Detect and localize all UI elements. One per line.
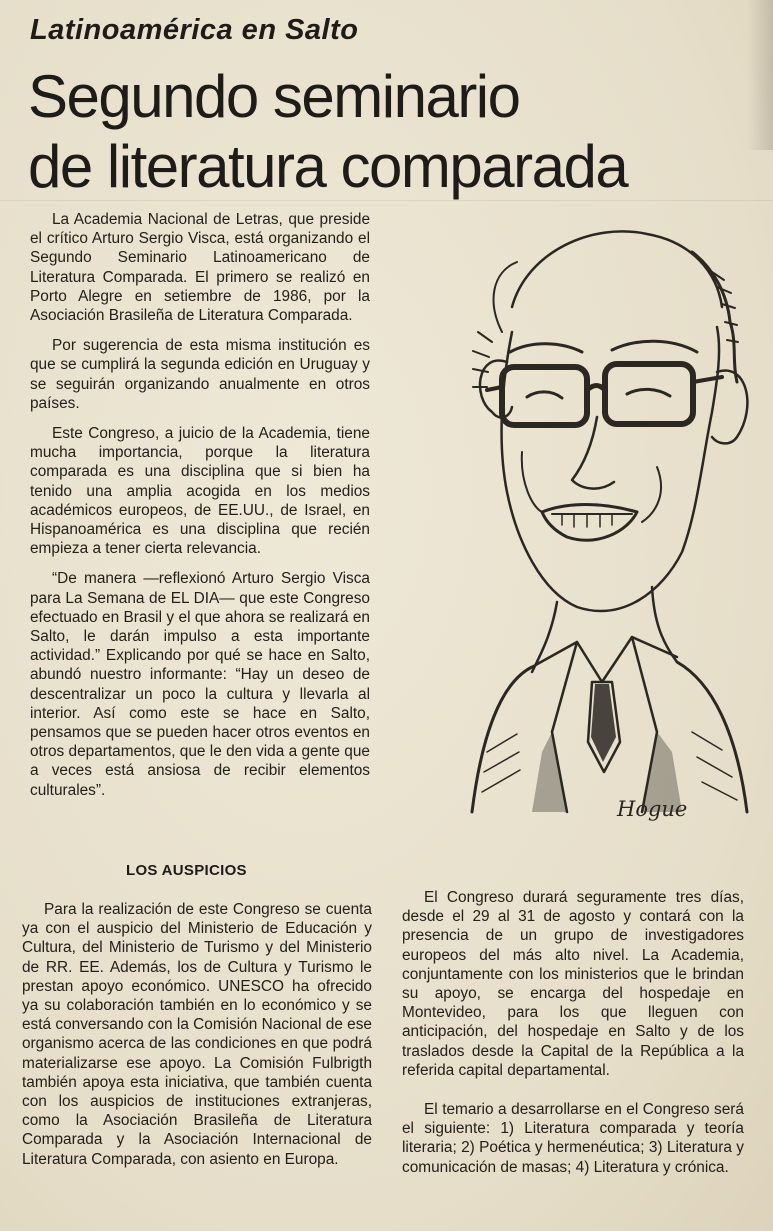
paragraph: “De manera —reflexionó Arturo Sergio Visca para La Semana de EL DIA— que este Congreso efectuado en Brasil y el que ahora se realizará en Salto, le darán impulso a esta importante actividad.” Explicando por qué se hace en Salto, abundó nuestro informante: “Hay un deseo de descentralizar un poco la cultura y llevarla al interior. Así como este se hace en Salto, pensamos que se pueden hacer otros eventos en otros departamentos, que le den vida a gente que a veces está ansiosa de recibir elementos culturales”. (30, 570, 370, 799)
paragraph: Por sugerencia de esta misma institución es que se cumplirá la segunda edición en Uruguay y se seguirán organizando anualmente en otros países. (30, 337, 370, 412)
illustrator-signature: Hogue (617, 797, 688, 821)
paragraph: La Academia Nacional de Letras, que preside el crítico Arturo Sergio Visca, está organizando el Segundo Seminario Latinoamericano de Literatura Comparada. El primero se realizó en Porto Alegre en setiembre de 1986, por la Asociación Brasileña de Literatura Comparada. (30, 211, 370, 325)
headline-line-1: Segundo seminario (28, 63, 520, 130)
headline-line-2: de literatura comparada (28, 133, 628, 200)
headline (28, 62, 768, 202)
section-subhead: LOS AUSPICIOS (126, 862, 247, 879)
paragraph: Este Congreso, a juicio de la Academia, tiene mucha importancia, porque la literatura comparada es una disciplina que si bien ha tenido una amplia acogida en los medios académicos europeos, de EE.UU., de Israel, en Hispanoamérica es una disciplina que recién empieza a tener cierta relevancia. (30, 425, 370, 558)
paragraph: Para la realización de este Congreso se cuenta ya con el auspicio del Ministerio de Educación y Cultura, del Ministerio de Turismo y del Ministerio de RR. EE. Además, los de Cultura y Turismo le prestan apoyo económico. UNESCO ha ofrecido ya su colaboración también en lo económico y se está conversando con la Comisión Nacional de ese organismo acerca de las condiciones en que podrá materializarse ese apoyo. La Comisión Fulbrigth también apoya esta iniciativa, que también cuenta con los auspicios de instituciones extranjeras, como la Asociación Brasileña de Literatura Comparada y la Asociación Internacional de Literatura Comparada, con asiento en Europa. (22, 901, 372, 1168)
left-column (30, 210, 370, 811)
paragraph: El Congreso durará seguramente tres días, desde el 29 al 31 de agosto y contará con la presencia de un grupo de investigadores europeos del más alto nivel. La Academia, conjuntamente con los ministerios que le brindan su apoyo, se encarga del hospedaje en Montevideo, para los que lleguen con anticipación, del hospedaje en Salto y de los traslados desde la Capital de la República a la referida capital departamental. (402, 889, 744, 1079)
section-kicker: Latinoamérica en Salto (30, 14, 359, 46)
paragraph: El temario a desarrollarse en el Congreso será el siguiente: 1) Literatura comparada y teoría literaria; 2) Poética y hermenéutica; 3) Literatura y comunicación de masas; 4) Literatura y crónica. (402, 1101, 744, 1176)
bottom-right-column (402, 888, 744, 1197)
caricature-portrait-illustration (392, 212, 762, 842)
bottom-left-column (22, 900, 372, 1180)
